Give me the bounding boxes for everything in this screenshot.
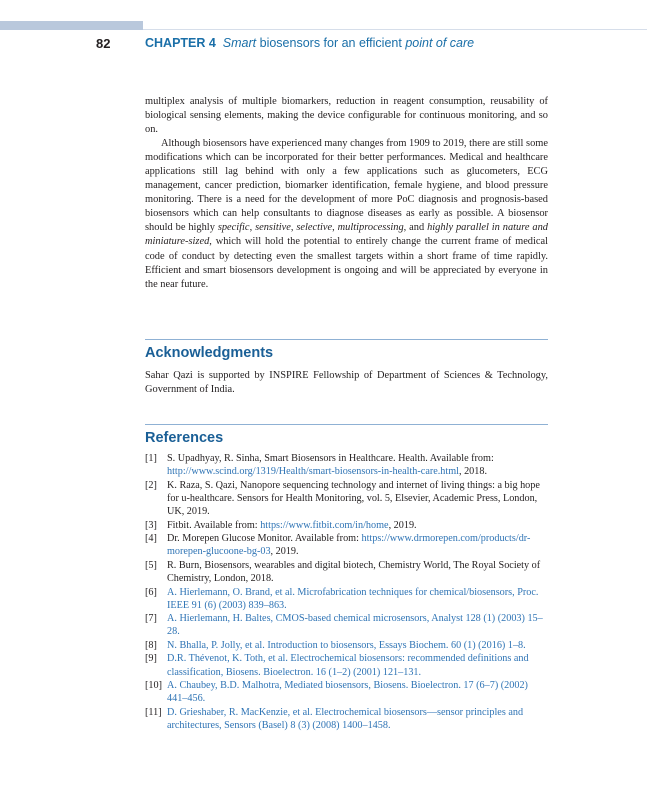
reference-item: [11] D. Grieshaber, R. MacKenzie, et al. Electrochemical biosensors—sensor principles and architectures, Sensors (Basel) 8 (3) (2008) 1400–1458. (145, 706, 524, 732)
chapter-label: CHAPTER 4 (145, 36, 216, 50)
reference-link[interactable]: N. Bhalla, P. Jolly, et al. Introduction to biosensors, Essays Biochem. 60 (1) (2016) 1–8. (167, 639, 526, 651)
chapter-title-middle: biosensors for an efficient (256, 36, 406, 50)
reference-item: [3] Fitbit. Available from: https://www.fitbit.com/in/home, 2019. (145, 519, 417, 531)
body-text (145, 95, 548, 292)
reference-item: [4] Dr. Morepen Glucose Monitor. Available from: https://www.drmorepen.com/products/dr-morepen-glucoone-bg-03, 2019. (145, 533, 531, 558)
references-heading: References (145, 430, 224, 446)
reference-item: [6] A. Hierlemann, O. Brand, et al. Microfabrication techniques for chemical/biosensors, Proc. IEEE 91 (6) (2003) 839–863. (145, 586, 539, 611)
acknowledgments-text: Sahar Qazi is supported by INSPIRE Fellowship of Department of Sciences & Technology, Government of India. (145, 370, 548, 395)
page-number: 82 (96, 36, 111, 51)
reference-item: [2] K. Raza, S. Qazi, Nanopore sequencing technology and internet of living things: a big hope for u-healthcare. Sensors for Health Monitoring, vol. 5, Elsevier, Academic Press, London, UK, 2019. (145, 479, 540, 518)
header-rule (143, 29, 647, 30)
reference-link[interactable]: A. Chaubey, B.D. Malhotra, Mediated biosensors, Biosens. Bioelectron. 17 (6–7) (2002) 441–456. (167, 680, 528, 705)
paragraph-1: multiplex analysis of multiple biomarkers, reduction in reagent consumption, reusability of biological sensing elements, making the device configurable for continuous monitoring, and so on. (145, 96, 548, 136)
running-header (0, 36, 647, 54)
reference-item: [10] A. Chaubey, B.D. Malhotra, Mediated biosensors, Biosens. Bioelectron. 17 (6–7) (2002) 441–456. (145, 680, 528, 705)
header-color-bar (0, 21, 143, 30)
chapter-title-poc: point of care (405, 36, 475, 50)
reference-link[interactable]: D.R. Thévenot, K. Toth, et al. Electrochemical biosensors: recommended definitions and classification, Biosens. Bioelectron. 16 (1–2) (2001) 121–131. (167, 653, 529, 678)
acknowledgments-rule (145, 339, 548, 340)
reference-link[interactable]: D. Grieshaber, R. MacKenzie, et al. Electrochemical biosensors—sensor principles and architectures, Sensors (Basel) 8 (3) (2008) 1400–1458. (167, 706, 524, 732)
reference-item: [8] N. Bhalla, P. Jolly, et al. Introduction to biosensors, Essays Biochem. 60 (1) (2016) 1–8. (145, 639, 526, 651)
reference-item: [7] A. Hierlemann, H. Baltes, CMOS-based chemical microsensors, Analyst 128 (1) (2003) 15–28. (145, 613, 543, 638)
reference-link[interactable]: A. Hierlemann, H. Baltes, CMOS-based chemical microsensors, Analyst 128 (1) (2003) 15–28. (167, 613, 543, 638)
paragraph-2: Although biosensors have experienced many changes from 1909 to 2019, there are still some modifications which can be incorporated for their better performances. Medical and healthcare applications still lag behind with only a few applications such as glucometers, ECG management, cancer prediction, biomarker identification, female hygiene, and blood pressure monitoring. There is a need for the development of more PoC diagnosis and prognosis-based biosensors which can help consultants to diagnose diseases as early as possible. A biosensor should be highly specific, sensitive, selective, multiprocessing, and highly parallel in nature and miniature-sized, which will hold the potential to entirely change the current frame of medical code of conduct by detecting even the smallest targets within a short frame of time rapidly. Efficient and smart biosensors development is ongoing and will be appreciated by everyone in the near future. (145, 138, 548, 290)
acknowledgments-heading: Acknowledgments (145, 345, 274, 361)
reference-list (145, 452, 548, 733)
reference-item: [5] R. Burn, Biosensors, wearables and digital biotech, Chemistry World, The Royal Society of Chemistry, London, 2018. (145, 559, 541, 585)
references-rule (145, 424, 548, 425)
chapter-title-smart: Smart (222, 36, 257, 50)
chapter-title (145, 36, 474, 50)
reference-item: [9] D.R. Thévenot, K. Toth, et al. Electrochemical biosensors: recommended definitions and classification, Biosens. Bioelectron. 16 (1–2) (2001) 121–131. (145, 653, 529, 678)
reference-link[interactable]: https://www.drmorepen.com/products/dr-morepen-glucoone-bg-03 (167, 533, 531, 558)
reference-link[interactable]: https://www.fitbit.com/in/home (260, 519, 389, 531)
reference-item: [1] S. Upadhyay, R. Sinha, Smart Biosensors in Healthcare. Health. Available from: http://www.scind.org/1319/Health/smart-biosensors-in-health-care.html, 2018. (145, 453, 494, 478)
reference-link[interactable]: A. Hierlemann, O. Brand, et al. Microfabrication techniques for chemical/biosensors, Proc. IEEE 91 (6) (2003) 839–863. (167, 586, 539, 611)
reference-link[interactable]: http://www.scind.org/1319/Health/smart-biosensors-in-health-care.html (167, 466, 459, 478)
